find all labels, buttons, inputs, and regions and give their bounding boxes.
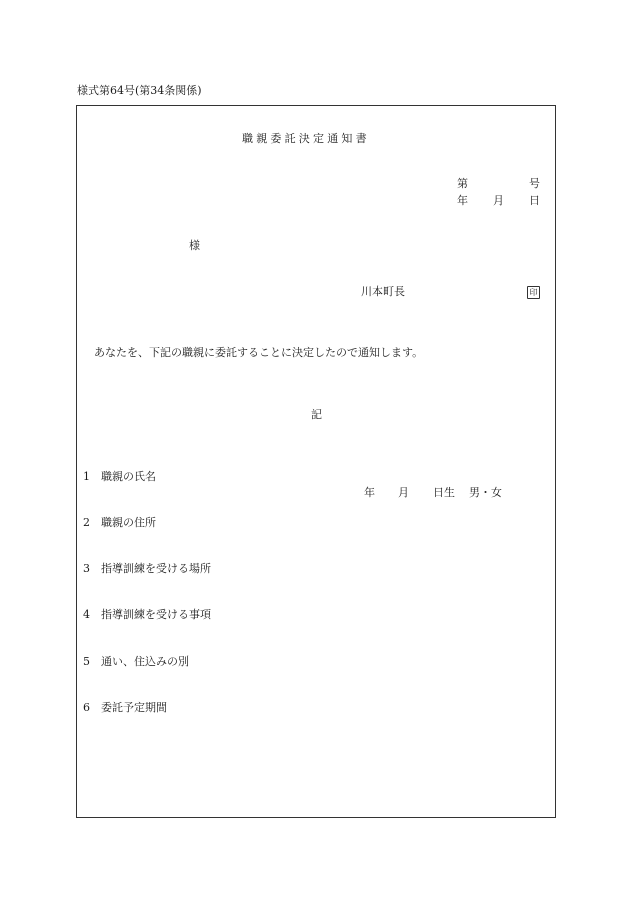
item-number: 4 [83, 608, 90, 621]
number-prefix: 第 [457, 177, 468, 190]
birth-year: 年 [364, 486, 375, 499]
item-label: 通い、住込みの別 [101, 655, 189, 668]
number-suffix: 号 [529, 177, 540, 190]
item-label: 職親の氏名 [101, 470, 156, 483]
ki-heading: 記 [311, 408, 322, 421]
addressee-suffix: 様 [189, 239, 200, 252]
item-number: 1 [83, 470, 90, 483]
document-title: 職親委託決定通知書 [242, 132, 370, 145]
sex-choice: 男・女 [469, 486, 502, 499]
item-number: 5 [83, 655, 90, 668]
form-number: 様式第64号(第34条関係) [77, 84, 202, 97]
date-day: 日 [529, 194, 540, 207]
notice-body: あなたを、下記の職親に委託することに決定したので通知します。 [94, 346, 424, 359]
item-label: 委託予定期間 [101, 701, 167, 714]
item-label: 指導訓練を受ける場所 [101, 562, 211, 575]
item-label: 指導訓練を受ける事項 [101, 608, 211, 621]
item-label: 職親の住所 [101, 516, 156, 529]
birth-month: 月 [398, 486, 409, 499]
item-number: 3 [83, 562, 90, 575]
item-number: 2 [83, 516, 90, 529]
date-year: 年 [457, 194, 468, 207]
issuer-name: 川本町長 [361, 285, 405, 298]
date-month: 月 [493, 194, 504, 207]
item-number: 6 [83, 701, 90, 714]
birth-day: 日生 [433, 486, 455, 499]
seal-mark: 印 [527, 286, 540, 299]
